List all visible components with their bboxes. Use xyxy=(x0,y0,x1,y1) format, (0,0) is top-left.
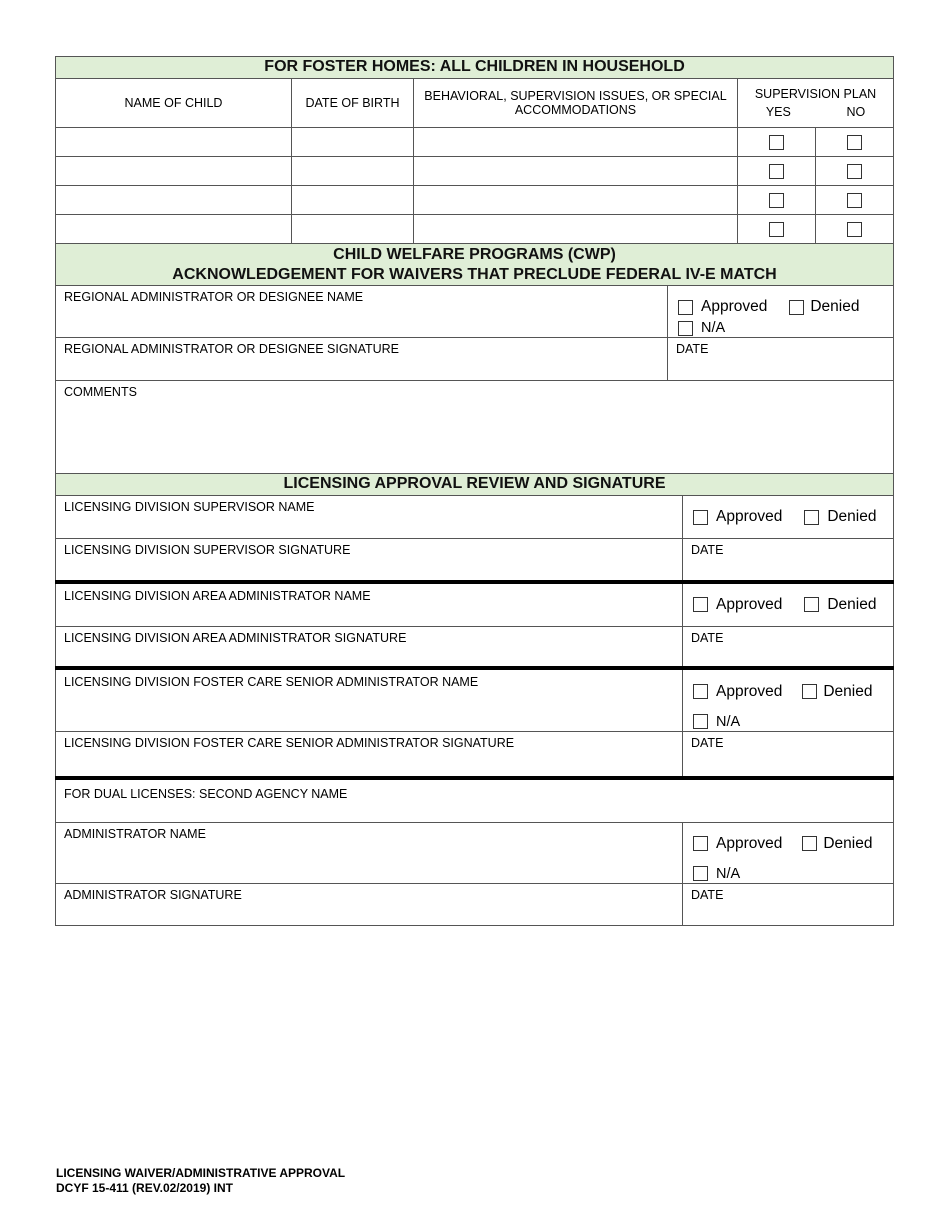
child-behavior-cell[interactable] xyxy=(414,215,738,244)
child-behavior-cell[interactable] xyxy=(414,128,738,157)
supervisor-signature-field[interactable] xyxy=(56,539,683,582)
senior-na-checkbox[interactable] xyxy=(693,714,708,729)
senior-date-field[interactable] xyxy=(683,731,894,778)
supervision-no-checkbox[interactable] xyxy=(847,222,862,237)
supervision-no-checkbox[interactable] xyxy=(847,193,862,208)
regional-date-label: DATE xyxy=(676,342,709,356)
supervision-yes-checkbox[interactable] xyxy=(769,222,784,237)
area-denied-checkbox[interactable] xyxy=(804,597,819,612)
supervisor-name-label: LICENSING DIVISION SUPERVISOR NAME xyxy=(64,500,315,514)
supervision-yes-checkbox[interactable] xyxy=(769,164,784,179)
table-row xyxy=(56,186,894,215)
administrator-na-label: N/A xyxy=(716,865,741,882)
cwp-table xyxy=(55,243,894,474)
cwp-title-line1: CHILD WELFARE PROGRAMS (CWP) xyxy=(333,245,616,263)
supervision-plan-label: SUPERVISION PLAN xyxy=(754,87,877,101)
supervisor-date-label: DATE xyxy=(691,543,724,557)
regional-admin-name-label: REGIONAL ADMINISTRATOR OR DESIGNEE NAME xyxy=(64,290,364,304)
administrator-denied-checkbox[interactable] xyxy=(802,836,817,851)
child-dob-cell[interactable] xyxy=(292,215,414,244)
area-date-field[interactable] xyxy=(683,627,894,668)
senior-denied-label: Denied xyxy=(823,682,873,700)
child-dob-cell[interactable] xyxy=(292,157,414,186)
supervision-yes-checkbox[interactable] xyxy=(769,135,784,150)
administrator-denied-label: Denied xyxy=(823,834,873,852)
yes-label: YES xyxy=(765,105,791,119)
senior-admin-name-label: LICENSING DIVISION FOSTER CARE SENIOR ADMINISTRATOR NAME xyxy=(64,674,479,689)
licensing-section-title: LICENSING APPROVAL REVIEW AND SIGNATURE xyxy=(56,474,894,496)
regional-denied-checkbox[interactable] xyxy=(789,300,804,315)
child-behavior-cell[interactable] xyxy=(414,186,738,215)
area-admin-decision xyxy=(683,582,894,627)
senior-admin-name-field[interactable] xyxy=(56,668,683,732)
supervisor-approved-checkbox[interactable] xyxy=(693,510,708,525)
comments-label: COMMENTS xyxy=(64,385,137,399)
regional-admin-name-field[interactable] xyxy=(56,286,668,338)
cwp-title-line2: ACKNOWLEDGEMENT FOR WAIVERS THAT PRECLUDE FEDERAL IV-E MATCH xyxy=(172,265,777,283)
form-footer xyxy=(56,1166,345,1196)
senior-na-label: N/A xyxy=(716,713,741,730)
administrator-name-label: ADMINISTRATOR NAME xyxy=(64,826,206,841)
regional-approved-label: Approved xyxy=(701,298,768,315)
administrator-approved-checkbox[interactable] xyxy=(693,836,708,851)
area-admin-signature-label: LICENSING DIVISION AREA ADMINISTRATOR SIGNATURE xyxy=(64,631,407,645)
child-dob-cell[interactable] xyxy=(292,186,414,215)
table-row xyxy=(56,128,894,157)
footer-form-title: LICENSING WAIVER/ADMINISTRATIVE APPROVAL xyxy=(56,1166,346,1180)
foster-section-title: FOR FOSTER HOMES: ALL CHILDREN IN HOUSEHOLD xyxy=(56,57,894,79)
supervisor-denied-label: Denied xyxy=(827,508,877,525)
col-header-behavior: BEHAVIORAL, SUPERVISION ISSUES, OR SPECIAL ACCOMMODATIONS xyxy=(414,79,738,128)
table-row xyxy=(56,157,894,186)
supervisor-date-field[interactable] xyxy=(683,539,894,582)
administrator-approved-label: Approved xyxy=(716,834,783,852)
supervisor-approved-label: Approved xyxy=(716,508,783,525)
senior-approved-checkbox[interactable] xyxy=(693,684,708,699)
regional-admin-signature-label: REGIONAL ADMINISTRATOR OR DESIGNEE SIGNATURE xyxy=(64,342,400,356)
area-approved-checkbox[interactable] xyxy=(693,597,708,612)
supervisor-decision xyxy=(683,496,894,539)
second-agency-name-label: FOR DUAL LICENSES: SECOND AGENCY NAME xyxy=(64,787,348,801)
supervisor-name-field[interactable] xyxy=(56,496,683,539)
administrator-na-checkbox[interactable] xyxy=(693,866,708,881)
child-behavior-cell[interactable] xyxy=(414,157,738,186)
administrator-signature-field[interactable] xyxy=(56,883,683,925)
supervision-no-checkbox[interactable] xyxy=(847,135,862,150)
area-admin-name-label: LICENSING DIVISION AREA ADMINISTRATOR NAME xyxy=(64,588,371,603)
area-approved-label: Approved xyxy=(716,595,783,613)
comments-field[interactable] xyxy=(56,381,894,474)
regional-na-label: N/A xyxy=(701,320,726,336)
col-header-supervision xyxy=(738,79,894,128)
administrator-name-field[interactable] xyxy=(56,822,683,883)
area-date-label: DATE xyxy=(691,631,724,645)
regional-admin-decision xyxy=(668,286,894,338)
child-name-cell[interactable] xyxy=(56,128,292,157)
administrator-date-label: DATE xyxy=(691,887,724,902)
senior-denied-checkbox[interactable] xyxy=(802,684,817,699)
cwp-section-title xyxy=(56,244,894,286)
col-header-dob: DATE OF BIRTH xyxy=(292,79,414,128)
senior-approved-label: Approved xyxy=(716,682,783,700)
supervisor-signature-label: LICENSING DIVISION SUPERVISOR SIGNATURE xyxy=(64,543,351,557)
administrator-decision xyxy=(683,822,894,883)
supervision-yes-checkbox[interactable] xyxy=(769,193,784,208)
administrator-signature-label: ADMINISTRATOR SIGNATURE xyxy=(64,887,242,902)
senior-date-label: DATE xyxy=(691,735,724,750)
regional-na-checkbox[interactable] xyxy=(678,321,693,336)
senior-admin-signature-field[interactable] xyxy=(56,731,683,778)
regional-denied-label: Denied xyxy=(810,298,860,315)
administrator-date-field[interactable] xyxy=(683,883,894,925)
foster-children-table xyxy=(55,56,894,244)
supervision-no-checkbox[interactable] xyxy=(847,164,862,179)
waiver-form xyxy=(55,56,893,926)
no-label: NO xyxy=(846,105,866,119)
table-row xyxy=(56,215,894,244)
child-name-cell[interactable] xyxy=(56,157,292,186)
second-agency-name-field[interactable] xyxy=(56,778,894,822)
footer-form-number: DCYF 15-411 (REV.02/2019) INT xyxy=(56,1181,233,1195)
regional-date-field[interactable] xyxy=(668,338,894,381)
senior-admin-signature-label: LICENSING DIVISION FOSTER CARE SENIOR ADMINISTRATOR SIGNATURE xyxy=(64,735,515,750)
senior-admin-decision xyxy=(683,668,894,732)
child-name-cell[interactable] xyxy=(56,215,292,244)
area-admin-signature-field[interactable] xyxy=(56,627,683,668)
col-header-name: NAME OF CHILD xyxy=(56,79,292,128)
supervisor-denied-checkbox[interactable] xyxy=(804,510,819,525)
area-admin-name-field[interactable] xyxy=(56,582,683,627)
area-denied-label: Denied xyxy=(827,595,877,613)
child-name-cell[interactable] xyxy=(56,186,292,215)
child-dob-cell[interactable] xyxy=(292,128,414,157)
regional-approved-checkbox[interactable] xyxy=(678,300,693,315)
regional-admin-signature-field[interactable] xyxy=(56,338,668,381)
licensing-table xyxy=(55,473,894,926)
